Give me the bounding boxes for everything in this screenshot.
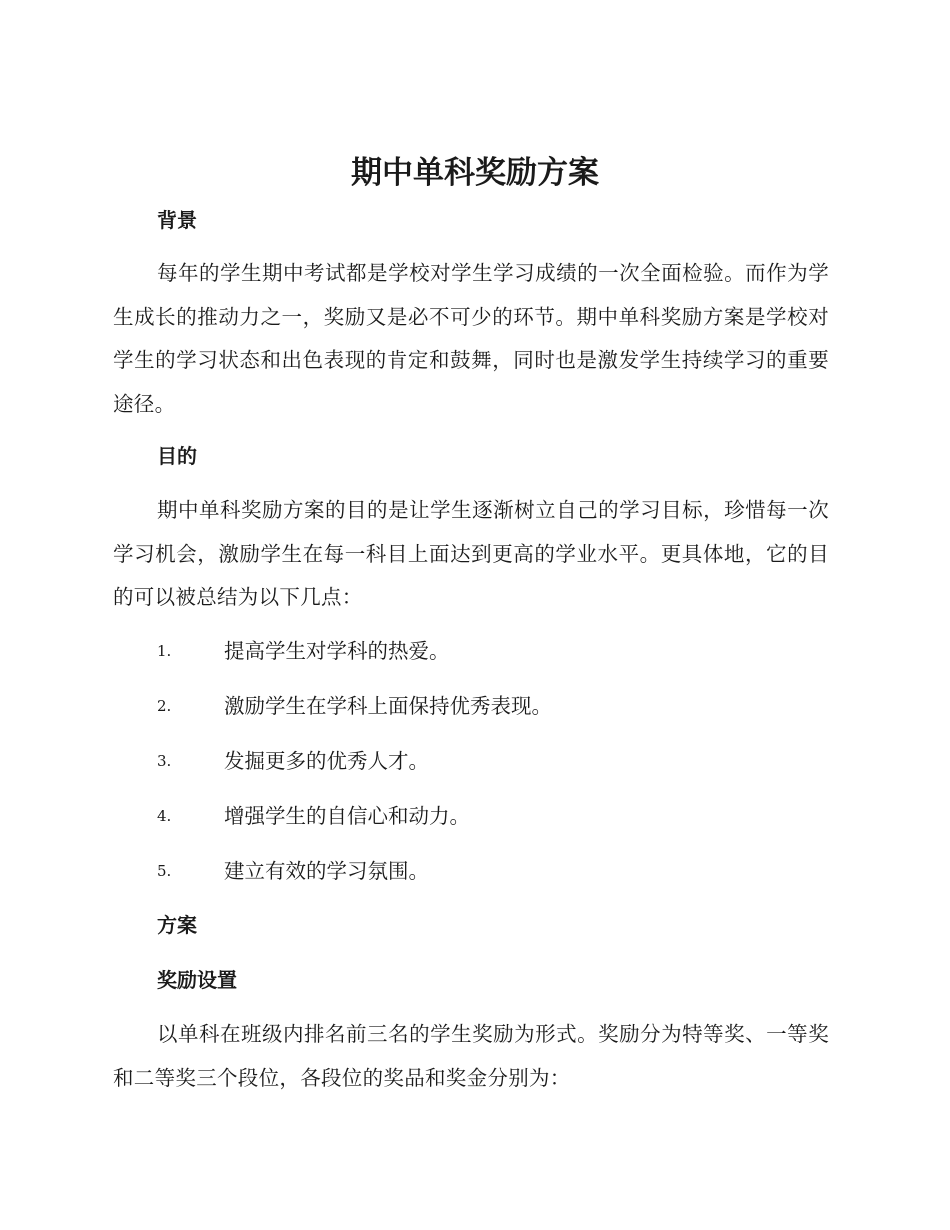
list-item-number: 2. — [157, 697, 172, 715]
list-item — [157, 857, 429, 885]
background-paragraph: 每年的学生期中考试都是学校对学生学习成绩的一次全面检验。而作为学生成长的推动力之一，奖励又是必不可少的环节。期中单科奖励方案是学校对学生的学习状态和出色表现的肯定和鼓舞，同时也是激发学生持续学习的重要途径。 — [113, 261, 829, 416]
list-item-number: 5. — [157, 862, 172, 880]
list-item — [157, 692, 552, 720]
section-heading-awards: 奖励设置 — [157, 968, 237, 992]
list-item-text: 激励学生在学科上面保持优秀表现。 — [224, 694, 552, 718]
list-item-text: 增强学生的自信心和动力。 — [224, 804, 470, 828]
awards-paragraph: 以单科在班级内排名前三名的学生奖励为形式。奖励分为特等奖、一等奖和二等奖三个段位，各段位的奖品和奖金分别为： — [113, 1022, 829, 1090]
section-heading-plan: 方案 — [157, 913, 197, 937]
list-item-number: 4. — [157, 807, 172, 825]
list-item — [157, 802, 470, 830]
list-item-text: 发掘更多的优秀人才。 — [224, 749, 429, 773]
document-title: 期中单科奖励方案 — [351, 155, 599, 191]
list-item — [157, 747, 429, 775]
list-item-text: 提高学生对学科的热爱。 — [224, 639, 450, 663]
purpose-paragraph: 期中单科奖励方案的目的是让学生逐渐树立自己的学习目标，珍惜每一次学习机会，激励学生在每一科目上面达到更高的学业水平。更具体地，它的目的可以被总结为以下几点： — [113, 498, 829, 609]
section-heading-purpose: 目的 — [157, 444, 197, 468]
list-item — [157, 637, 450, 665]
list-item-number: 1. — [157, 642, 172, 660]
list-item-text: 建立有效的学习氛围。 — [224, 859, 429, 883]
list-item-number: 3. — [157, 752, 172, 770]
section-heading-background: 背景 — [157, 208, 197, 232]
